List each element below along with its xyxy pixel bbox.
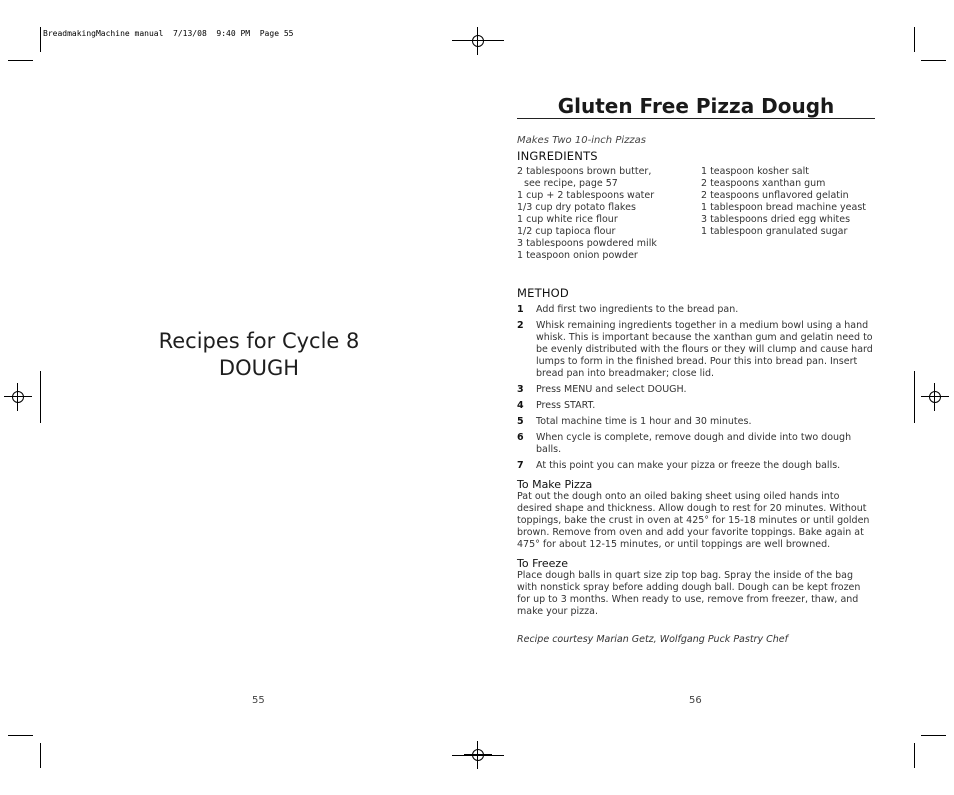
left-page-title-line1: Recipes for Cycle 8: [158, 329, 360, 353]
ingredient-item: 1/3 cup dry potato flakes: [517, 202, 636, 213]
ingredient-item: 2 teaspoons unflavored gelatin: [701, 190, 849, 201]
ingredient-item: 1 teaspoon onion powder: [517, 250, 638, 261]
step-text: Add first two ingredients to the bread pan.: [536, 304, 739, 315]
crop-mark-bottom-right-h: [921, 735, 946, 736]
step-text: At this point you can make your pizza or freeze the dough balls.: [536, 460, 841, 471]
recipe-yield: Makes Two 10-inch Pizzas: [517, 135, 646, 146]
step-number: 6: [517, 432, 524, 443]
ingredient-item: 1/2 cup tapioca flour: [517, 226, 616, 237]
ingredient-item: 1 teaspoon kosher salt: [701, 166, 809, 177]
method-step: [517, 320, 875, 380]
method-step: [517, 432, 875, 456]
step-text: When cycle is complete, remove dough and divide into two dough balls.: [536, 432, 852, 455]
left-page-title-line2: DOUGH: [218, 356, 300, 380]
recipe-title: Gluten Free Pizza Dough: [517, 94, 875, 119]
registration-mark-left: [4, 383, 32, 411]
registration-guide-top: [452, 40, 504, 41]
crop-mark-top-left-h: [8, 60, 33, 61]
ingredients-column-1: [517, 166, 701, 262]
method-step: [517, 416, 875, 428]
make-pizza-text: Pat out the dough onto an oiled baking sheet using oiled hands into desired shape and thickness. Allow dough to rest for 20 minutes. Without toppings, bake the crust in oven at 425° for 15-18 minutes or until golden brown. Remove from oven and add your favorite toppings. Bake again at 475° for about 12-15 minutes, or until toppings are well browned.: [517, 491, 870, 550]
registration-mark-top: [464, 27, 492, 55]
registration-guide-right: [914, 371, 915, 423]
method-heading: METHOD: [517, 286, 569, 300]
ingredient-item: 1 cup white rice flour: [517, 214, 618, 225]
registration-mark-right: [921, 383, 949, 411]
step-text: Press MENU and select DOUGH.: [536, 384, 687, 395]
step-text: Whisk remaining ingredients together in a medium bowl using a hand whisk. This is important because the xanthan gum and gelatin need to be evenly distributed with the flours or they will clump and cause hard lumps to form in the finished bread. Pour this into bread pan. Insert bread pan into breadmaker; close lid.: [536, 320, 873, 379]
ingredient-item: 3 tablespoons dried egg whites: [701, 214, 851, 225]
ingredient-item: see recipe, page 57: [524, 178, 618, 189]
freeze-text: Place dough balls in quart size zip top bag. Spray the inside of the bag with nonstick spray before adding dough ball. Dough can be kept frozen for up to 3 months. When ready to use, remove from freezer, thaw, and make your pizza.: [517, 570, 861, 617]
step-number: 3: [517, 384, 524, 395]
crop-mark-bottom-left-h: [8, 735, 33, 736]
ingredients-heading: INGREDIENTS: [517, 149, 598, 163]
right-page-number: 56: [689, 695, 702, 706]
ingredient-item: 3 tablespoons powdered milk: [517, 238, 657, 249]
crop-mark-top-left-v: [40, 27, 41, 52]
print-slug: BreadmakingMachine manual 7/13/08 9:40 PM Page 55: [43, 29, 294, 38]
ingredient-item: 1 cup + 2 tablespoons water: [517, 190, 655, 201]
method-steps: [517, 304, 875, 472]
method-step: [517, 460, 875, 472]
make-pizza-heading: To Make Pizza: [517, 478, 593, 491]
left-page-number: 55: [252, 695, 265, 706]
crop-mark-bottom-left-v: [40, 743, 41, 768]
ingredients-column-2: [701, 166, 875, 262]
ingredient-item: 2 teaspoons xanthan gum: [701, 178, 826, 189]
ingredients-list: [517, 166, 875, 262]
crop-mark-bottom-right-v: [914, 743, 915, 768]
registration-guide-bottom: [452, 755, 504, 756]
left-page-title: [100, 328, 418, 382]
step-number: 5: [517, 416, 524, 427]
crop-mark-top-right-v: [914, 27, 915, 52]
step-number: 1: [517, 304, 524, 315]
freeze-heading: To Freeze: [517, 557, 568, 570]
step-text: Total machine time is 1 hour and 30 minutes.: [536, 416, 752, 427]
ingredient-item: 1 tablespoon bread machine yeast: [701, 202, 867, 213]
recipe-column: [517, 94, 875, 645]
step-number: 4: [517, 400, 524, 411]
method-step: [517, 400, 875, 412]
step-number: 2: [517, 320, 524, 331]
ingredient-item: 2 tablespoons brown butter,: [517, 166, 652, 177]
recipe-credit: Recipe courtesy Marian Getz, Wolfgang Puck Pastry Chef: [517, 634, 788, 645]
ingredient-item: 1 tablespoon granulated sugar: [701, 226, 848, 237]
step-text: Press START.: [536, 400, 596, 411]
registration-guide-left: [40, 371, 41, 423]
step-number: 7: [517, 460, 524, 471]
method-step: [517, 304, 875, 316]
crop-mark-top-right-h: [921, 60, 946, 61]
method-step: [517, 384, 875, 396]
